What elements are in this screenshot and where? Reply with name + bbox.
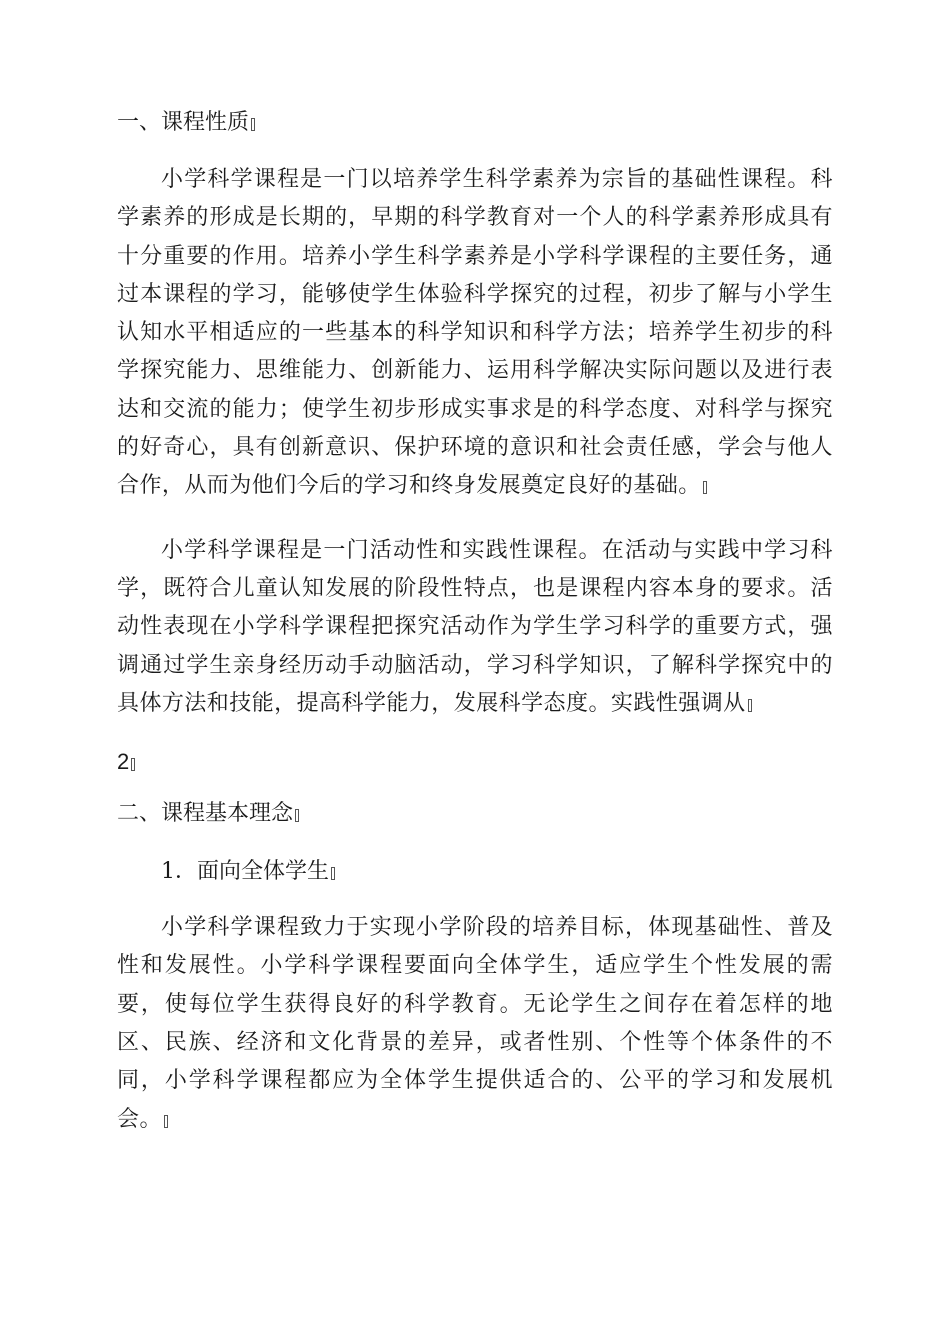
paragraph-mark-icon (251, 118, 255, 131)
paragraph-mark-icon (703, 481, 707, 494)
section-heading-course-nature: 一、课程性质 (117, 104, 833, 142)
page-number: 2 (117, 743, 833, 781)
paragraph-mark-icon (295, 809, 299, 822)
subheading-all-students: 1．面向全体学生 (117, 853, 833, 891)
paragraph-course-nature-2: 小学科学课程是一门活动性和实践性课程。在活动与实践中学习科学，既符合儿童认知发展的阶段性特点，也是课程内容本身的要求。活动性表现在小学科学课程把探究活动作为学生学习科学的重要方式，强调通过学生亲身经历动手动脑活动，学习科学知识，了解科学探究中的具体方法和技能，提高科学能力，发展科学态度。实践性强调从 (117, 537, 833, 716)
paragraph-mark-icon (164, 1115, 168, 1128)
paragraph-mark-icon (331, 867, 335, 880)
document-page (117, 104, 833, 1139)
paragraph-all-students: 小学科学课程致力于实现小学阶段的培养目标，体现基础性、普及性和发展性。小学科学课程要面向全体学生，适应学生个性发展的需要，使每位学生获得良好的科学教育。无论学生之间存在着怎样的地区、民族、经济和文化背景的差异，或者性别、个性等个体条件的不同，小学科学课程都应为全体学生提供适合的、公平的学习和发展机会。 (117, 915, 833, 1132)
paragraph-mark-icon (131, 758, 135, 771)
paragraph-mark-icon (748, 699, 752, 712)
paragraph-course-nature-1: 小学科学课程是一门以培养学生科学素养为宗旨的基础性课程。科学素养的形成是长期的，早期的科学教育对一个人的科学素养形成具有十分重要的作用。培养小学生科学素养是小学科学课程的主要任务，通过本课程的学习，能够使学生体验科学探究的过程，初步了解与小学生认知水平相适应的一些基本的科学知识和科学方法；培养学生初步的科学探究能力、思维能力、创新能力、运用科学解决实际问题以及进行表达和交流的能力；使学生初步形成实事求是的科学态度、对科学与探究的好奇心，具有创新意识、保护环境的意识和社会责任感，学会与他人合作，从而为他们今后的学习和终身发展奠定良好的基础。 (117, 167, 833, 499)
section-heading-basic-concepts: 二、课程基本理念 (117, 795, 833, 833)
